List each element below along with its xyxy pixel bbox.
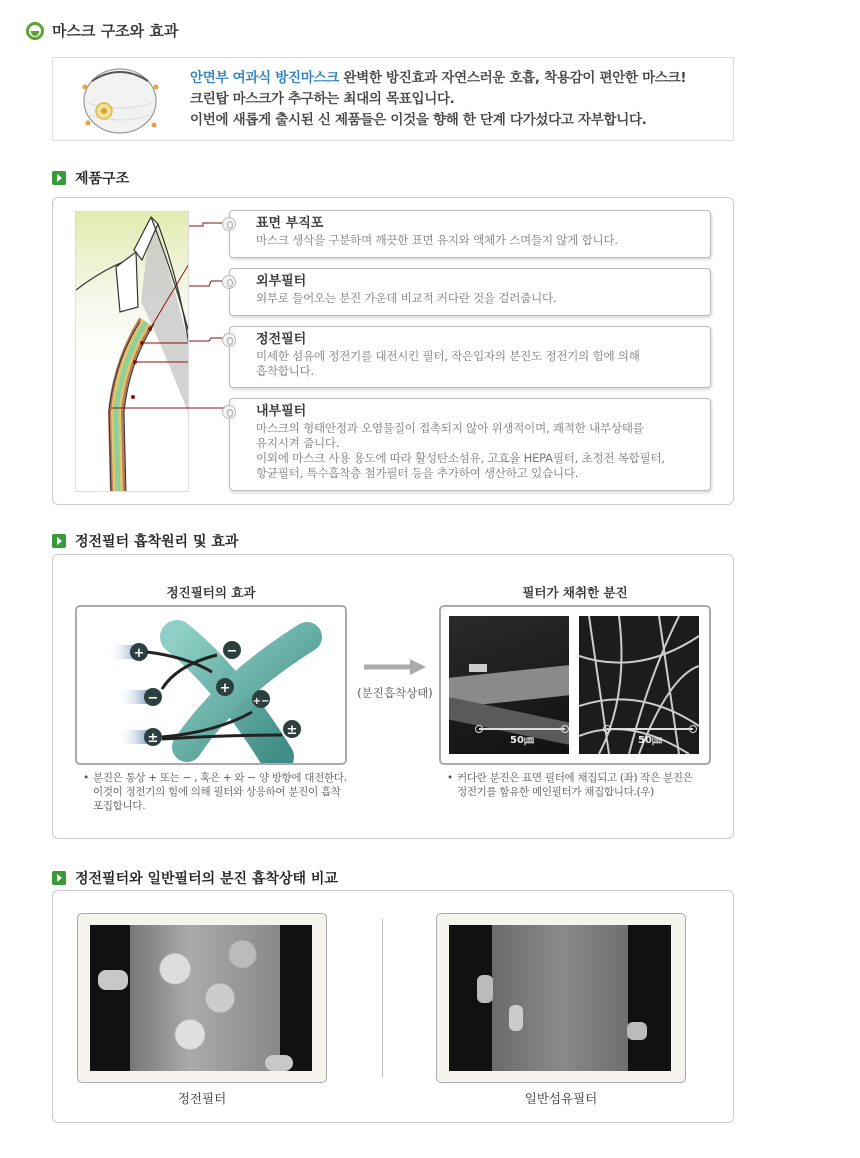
layer-card-inner-filter (229, 398, 711, 491)
connector-dot-icon (222, 275, 236, 289)
captured-dust-images (439, 605, 711, 765)
layer-desc: 항균필터, 특수흡착층 첨가필터 등을 추가하여 생산하고 있습니다. (256, 466, 579, 480)
electrostatic-filter-frame (77, 913, 327, 1083)
svg-text:−: − (226, 644, 238, 659)
layer-desc: 외부로 들어오는 분진 가운데 비교적 커다란 것을 걸러줍니다. (256, 291, 557, 305)
intro-line-1: 완벽한 방진효과 자연스러운 호흡, 착용감이 편안한 마스크! (338, 70, 687, 86)
left-subtitle: 정진필터의 효과 (166, 585, 256, 600)
note-line: 커다란 분진은 표면 필터에 채집되고 (좌) 작은 분진은 (457, 772, 693, 784)
electrostatic-panel (52, 554, 734, 839)
layer-desc: 이외에 마스크 사용 용도에 따라 활성탄소섬유, 고효율 HEPA필터, 초정전 복합필터, (256, 451, 665, 465)
arrow-adsorption (355, 657, 435, 701)
intro-line-2: 크린탑 마스크가 추구하는 최대의 목표입니다. (190, 91, 455, 107)
svg-text:+: + (133, 646, 145, 661)
right-arrow-icon (360, 657, 430, 677)
layer-desc: 흡착합니다. (256, 364, 314, 378)
scale-label: 50㎛ (638, 735, 662, 746)
structure-panel (52, 197, 734, 505)
right-note (447, 771, 727, 799)
svg-text:±: ± (286, 723, 298, 738)
arrow-label: (분진흡착상태) (357, 686, 433, 700)
section-title: 정전필터와 일반필터의 분진 흡착상태 비교 (75, 871, 338, 887)
play-square-icon (52, 171, 66, 185)
intro-line-3: 이번에 새롭게 출시된 신 제품들은 이것을 향해 한 단계 다가섰다고 자부합니다. (190, 112, 647, 128)
connector-line-inner (109, 373, 231, 413)
mask-cross-section-diagram (75, 211, 189, 492)
layer-title: 외부필터 (256, 274, 307, 289)
bullet: • (83, 772, 89, 784)
general-filter-frame (436, 913, 686, 1083)
layer-desc: 마스크 생삭을 구분하며 깨끗한 표면 유지와 액체가 스며들지 않게 합니다. (256, 233, 618, 247)
electrostatic-effect-illustration (75, 605, 347, 765)
layer-card-electrostatic-filter (229, 326, 711, 388)
general-filter-label: 일반섬유필터 (524, 1091, 598, 1106)
svg-text:±: ± (147, 731, 159, 746)
divider (382, 919, 383, 1077)
svg-text:−: − (147, 691, 159, 706)
layer-card-surface (229, 210, 711, 258)
layer-desc: 유지시켜 줍니다. (256, 436, 340, 450)
intro-text (190, 68, 686, 131)
layer-desc: 미세한 섬유에 정전기를 대전시킨 필터, 작은입자의 분진도 정전기의 힘에 의해 (256, 349, 640, 363)
left-note (83, 771, 363, 813)
intro-box (52, 57, 734, 141)
mask-product-image (78, 63, 163, 135)
bullet: • (447, 772, 453, 784)
page-title-text: 마스크 구조와 효과 (52, 22, 179, 40)
note-line: 정전기를 함유한 메인필터가 채집합니다.(우) (457, 786, 654, 798)
play-square-icon (52, 534, 66, 548)
note-line: 이것이 정전기의 힘에 의해 필터와 상응하여 분진이 흡착 (93, 786, 341, 798)
sem-image-surface-filter (449, 616, 569, 754)
sem-image-general-fiber-filter (449, 925, 671, 1071)
circle-bullet-icon (26, 22, 44, 40)
sem-image-main-filter (579, 616, 699, 754)
section-title: 제품구조 (75, 171, 130, 187)
section-title: 정전필터 흡착원리 및 효과 (75, 534, 239, 550)
layer-title: 표면 부직포 (256, 216, 324, 231)
layer-desc: 마스크의 형태안정과 오염물질이 접촉되지 않아 위생적이며, 쾌적한 내부상태를 (256, 421, 644, 435)
connector-dot-icon (222, 217, 236, 231)
section-header-electrostatic (52, 531, 238, 551)
section-header-comparison (52, 868, 338, 888)
right-subtitle: 필터가 채취한 분진 (522, 585, 628, 600)
connector-dot-icon (222, 333, 236, 347)
section-header-structure (52, 168, 129, 188)
connector-dot-icon (222, 405, 236, 419)
scale-label: 50㎛ (510, 735, 534, 746)
intro-highlight: 안면부 여과식 방진마스크 (190, 70, 339, 86)
svg-text:+: + (219, 681, 231, 696)
layer-title: 내부필터 (256, 404, 307, 419)
note-line: 포집합니다. (93, 800, 146, 812)
layer-title: 정전필터 (256, 332, 307, 347)
comparison-panel (52, 890, 734, 1123)
note-line: 분진은 통상 + 또는 − , 혹은 + 와 − 양 방향에 대전한다. (93, 772, 347, 784)
sem-image-electrostatic-filter (90, 925, 312, 1071)
electrostatic-filter-label: 정전필터 (177, 1091, 227, 1106)
svg-text:+−: +− (252, 696, 270, 707)
page-title (26, 20, 178, 41)
layer-card-outer-filter (229, 268, 711, 316)
play-square-icon (52, 871, 66, 885)
